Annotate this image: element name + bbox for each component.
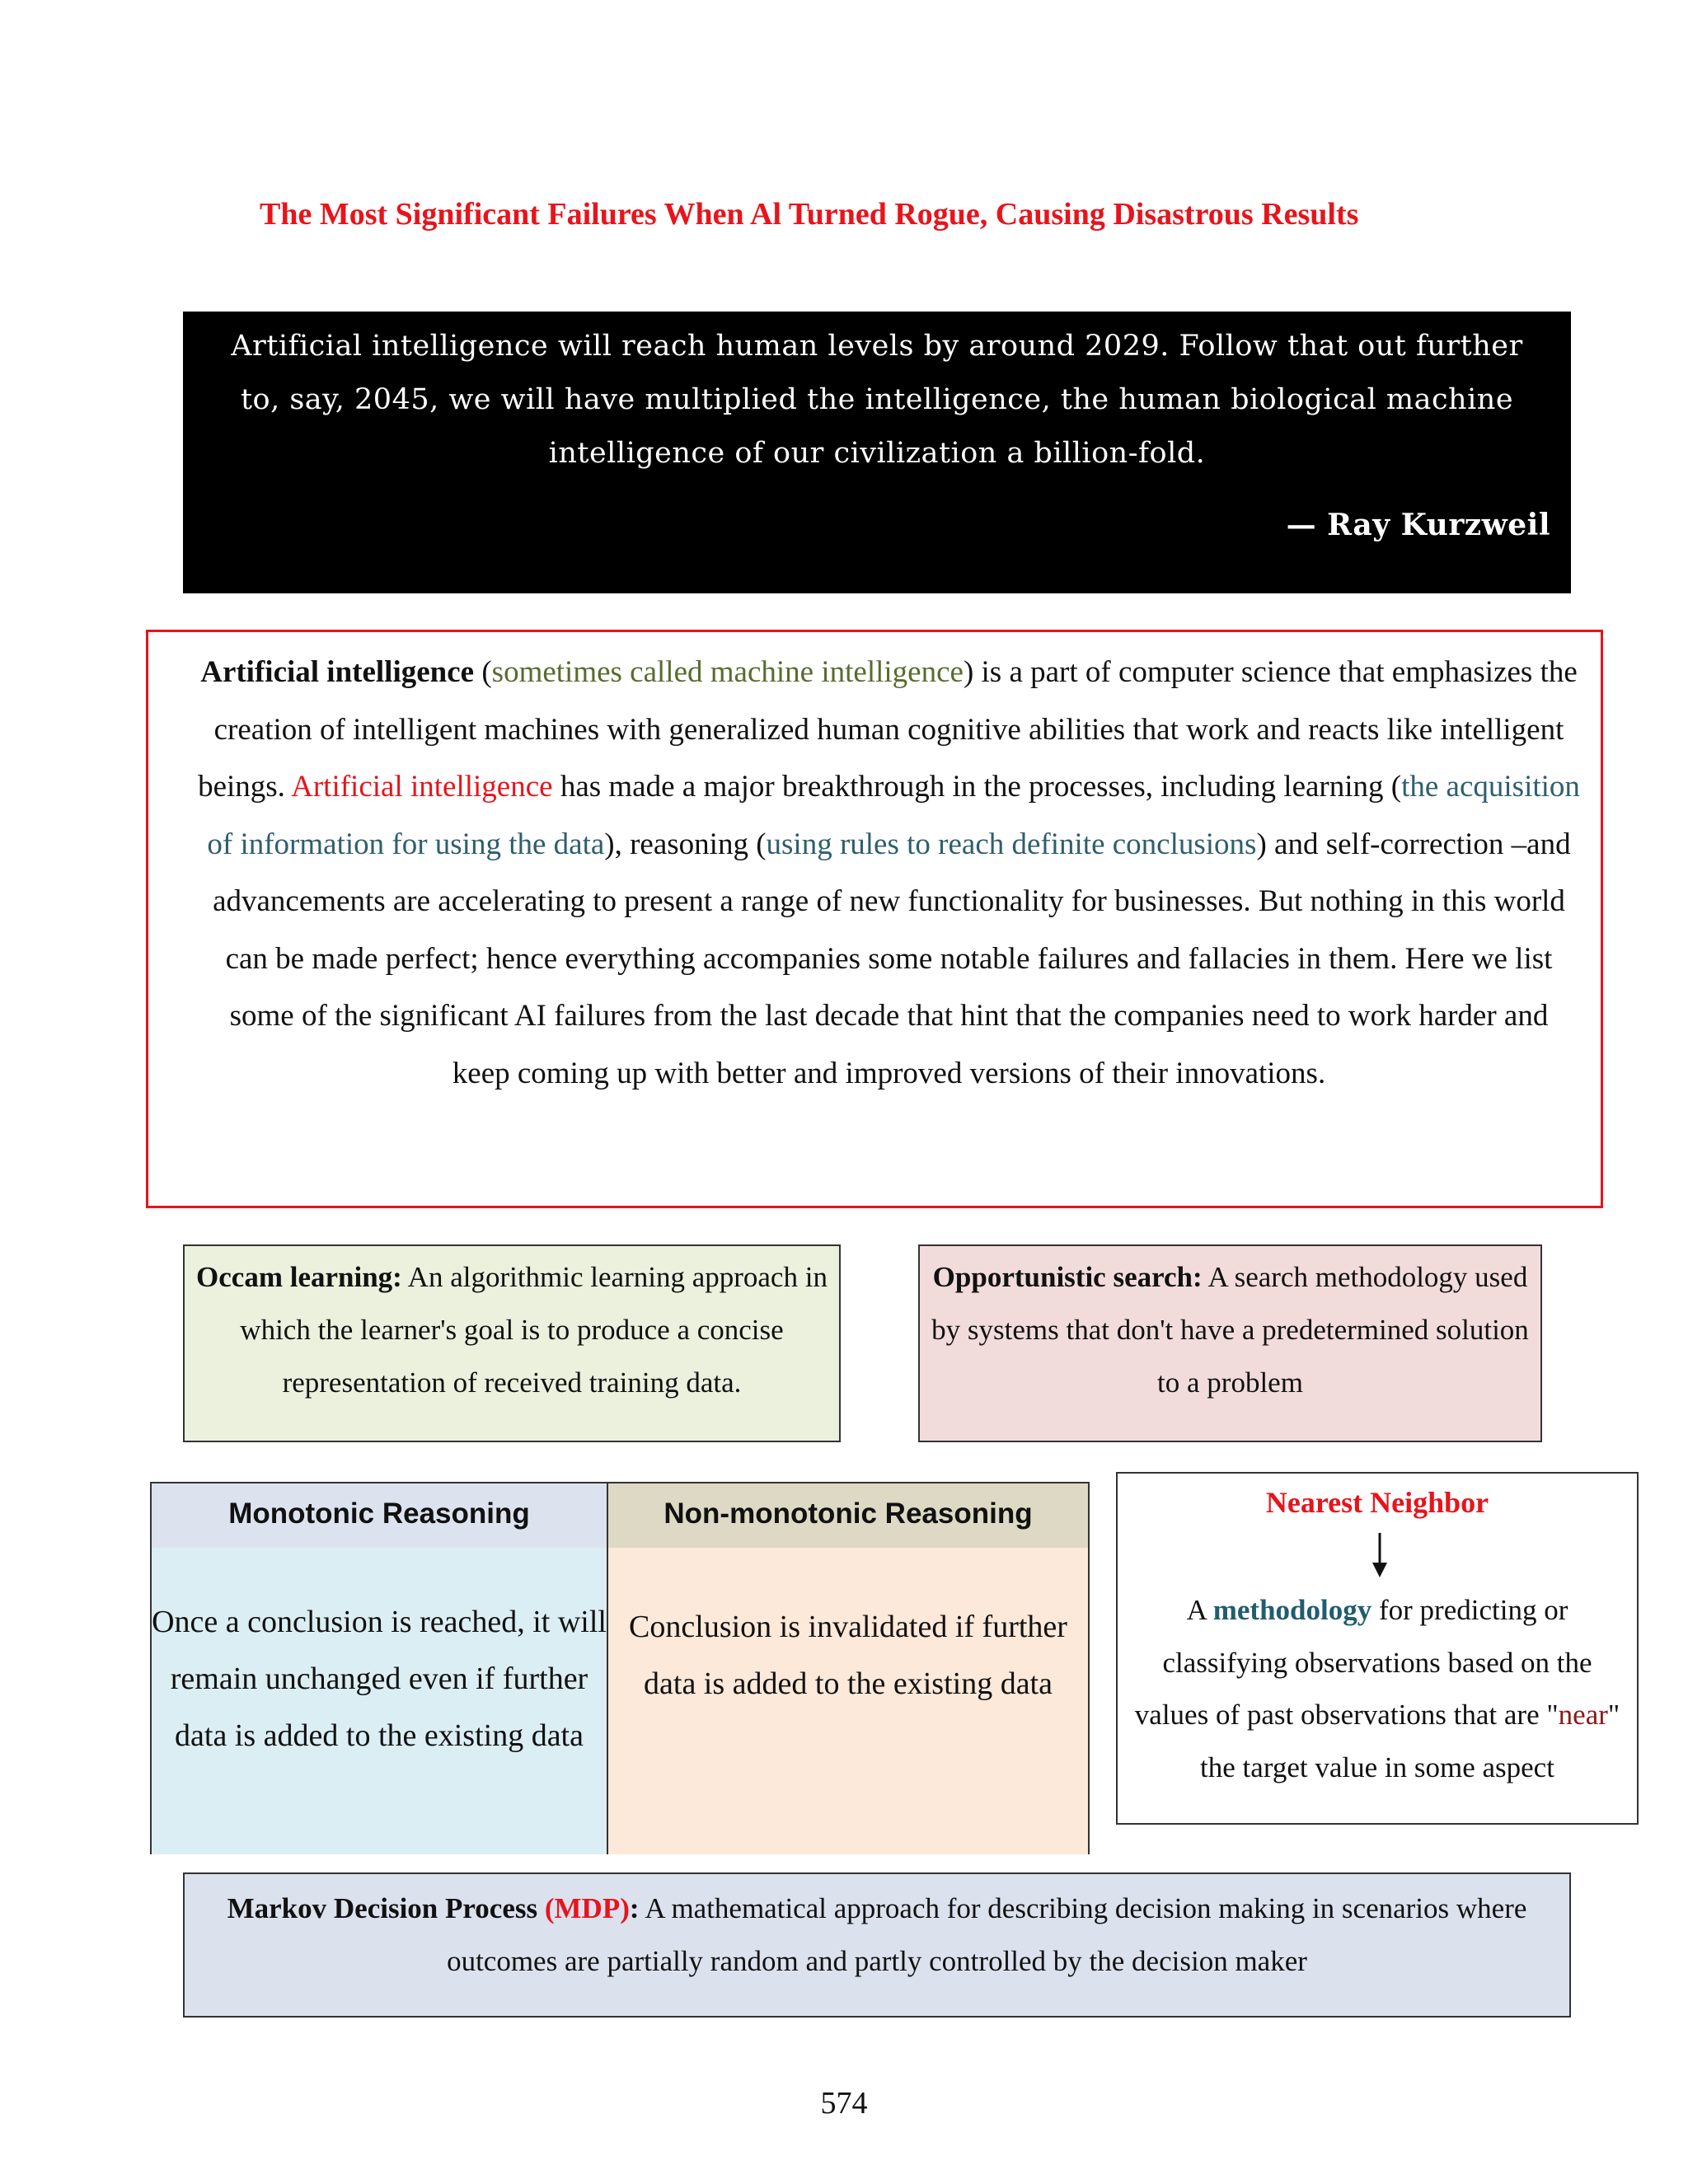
reasoning-definition: using rules to reach definite conclusions bbox=[766, 827, 1257, 861]
intro-text-part1: ) is a part of computer science that emphasizes the creation of intelligent machines with generalized human cognitive abilities that work and reacts like intelligent beings. bbox=[198, 655, 1578, 804]
opportunistic-search-box bbox=[918, 1244, 1542, 1442]
nearest-neighbor-definition bbox=[1126, 1584, 1629, 1793]
arrow-down-icon bbox=[1370, 1533, 1390, 1579]
monotonic-description: Once a conclusion is reached, it will remain unchanged even if further data is added to the existing data bbox=[152, 1548, 607, 1854]
quote-box bbox=[183, 312, 1571, 593]
page-title: The Most Significant Failures When Al Turned Rogue, Causing Disastrous Results bbox=[260, 197, 1359, 232]
mdp-box bbox=[183, 1872, 1571, 2018]
nonmonotonic-column bbox=[608, 1482, 1090, 1854]
nn-text-middle: for predicting or classifying observations based on the values of past observations that are " bbox=[1134, 1594, 1592, 1731]
intro-text-part2: has made a major breakthrough in the processes, including learning ( bbox=[552, 770, 1402, 804]
quote-author: — Ray Kurzweil bbox=[1286, 508, 1550, 542]
monotonic-header: Monotonic Reasoning bbox=[152, 1482, 607, 1551]
intro-text-part4: ) and self-correction –and advancements are accelerating to present a range of new functionality for businesses. But nothing in this world can be made perfect; hence everything accompanies some notable failures and fallacies in them. Here we list some of the significant AI failures from the last decade that hint that the companies need to work harder and keep coming up with better and improved versions of their innovations. bbox=[213, 827, 1571, 1090]
nonmonotonic-description: Conclusion is invalidated if further data is added to the existing data bbox=[608, 1548, 1088, 1854]
nonmonotonic-header: Non-monotonic Reasoning bbox=[608, 1482, 1088, 1551]
intro-box bbox=[146, 630, 1603, 1208]
mdp-term: Markov Decision Process bbox=[227, 1892, 545, 1924]
intro-term-alias: sometimes called machine intelligence bbox=[491, 655, 964, 689]
mdp-colon: : bbox=[629, 1892, 640, 1924]
monotonic-column bbox=[150, 1482, 608, 1854]
mdp-abbreviation: (MDP) bbox=[544, 1892, 630, 1924]
occam-learning-box bbox=[183, 1244, 841, 1442]
quote-text: Artificial intelligence will reach human levels by around 2029. Follow that out further to, say, 2045, we will have multiplied the intelligence, the human biological machine intelligence of our civilization a billion-fold. bbox=[231, 330, 1523, 470]
opportunistic-term: Opportunistic search: bbox=[932, 1261, 1203, 1293]
near-word: near bbox=[1558, 1699, 1608, 1731]
intro-highlight: Artificial intelligence bbox=[291, 770, 553, 804]
nn-text-suffix: " the target value in some aspect bbox=[1200, 1699, 1620, 1783]
intro-text-open-paren: ( bbox=[474, 655, 492, 689]
occam-definition: An algorithmic learning approach in which the learner's goal is to produce a concise representation of received training data. bbox=[240, 1261, 828, 1399]
intro-text-part3: ), reasoning ( bbox=[604, 827, 767, 861]
occam-term: Occam learning: bbox=[196, 1261, 402, 1293]
nearest-neighbor-title: Nearest Neighbor bbox=[1265, 1486, 1489, 1519]
intro-term: Artificial intelligence bbox=[200, 655, 475, 689]
learning-definition: the acquisition of information for using the data bbox=[207, 770, 1580, 861]
intro-paragraph bbox=[198, 644, 1580, 1102]
opportunistic-definition: A search methodology used by systems that don't have a predetermined solution to a problem bbox=[931, 1261, 1529, 1399]
methodology-word: methodology bbox=[1212, 1594, 1372, 1626]
reasoning-comparison-table bbox=[150, 1482, 1090, 1854]
page-number: 574 bbox=[820, 2086, 868, 2121]
mdp-definition: A mathematical approach for describing decision making in scenarios where outcomes are partially random and partly controlled by the decision maker bbox=[447, 1892, 1527, 1977]
nn-text-prefix: A bbox=[1186, 1594, 1213, 1626]
nearest-neighbor-box bbox=[1116, 1472, 1639, 1825]
